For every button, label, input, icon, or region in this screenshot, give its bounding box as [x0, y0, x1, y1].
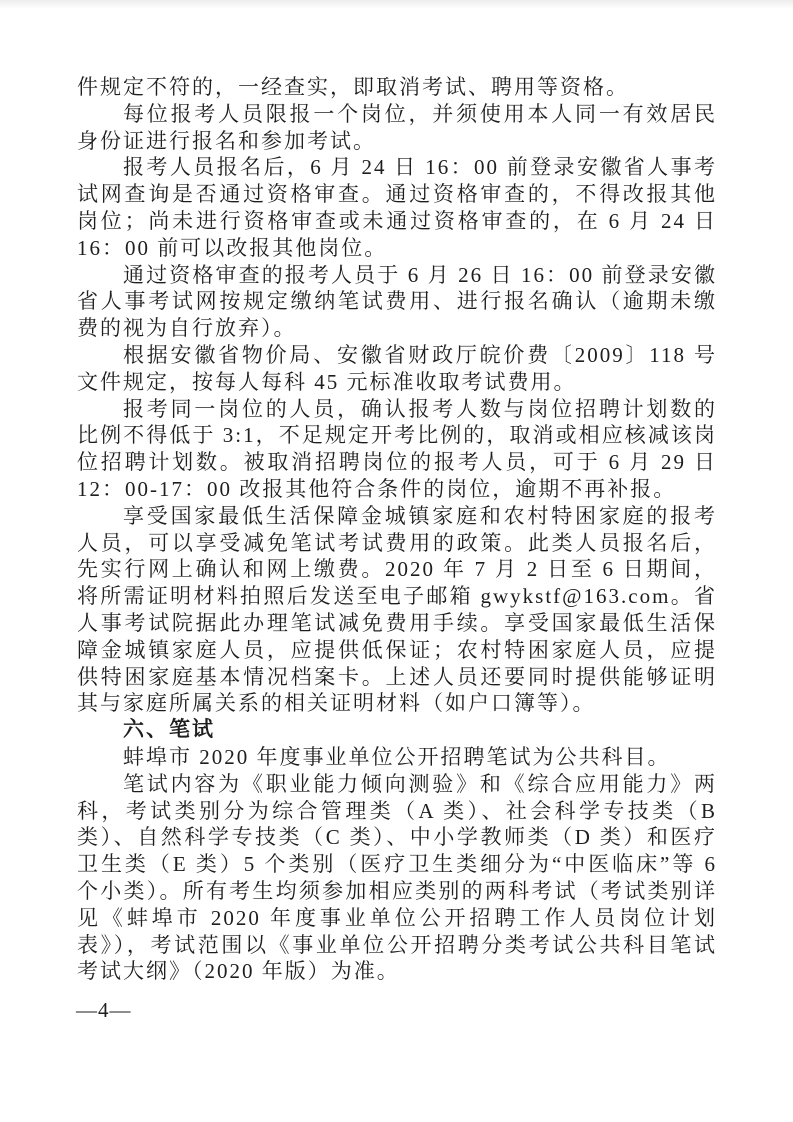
paragraph: 笔试内容为《职业能力倾向测验》和《综合应用能力》两科，考试类别分为综合管理类（A 类）、社会科学专技类（B 类）、自然科学专技类（C 类）、中小学教师类（D 类）和医疗卫生类（E 类）5 个类别（医疗卫生类细分为“中医临床”等 6 个小类）。所有考生均须参加相应类别的两科考试（考试类别详见《蚌埠市 2020 年度事业单位公开招聘工作人员岗位计划表》），考试范围以《事业单位公开招聘分类考试公共科目笔试考试大纲》（2020 年版）为准。: [77, 771, 717, 984]
paragraph: 根据安徽省物价局、安徽省财政厅皖价费〔2009〕118 号文件规定，按每人每科 45 元标准收取考试费用。: [77, 342, 717, 394]
document-body: [77, 74, 717, 985]
paragraph: 享受国家最低生活保障金城镇家庭和农村特困家庭的报考人员，可以享受减免笔试考试费用的政策。此类人员报名后，先实行网上确认和网上缴费。2020 年 7 月 2 日至 6 日期间，将所需证明材料拍照后发送至电子邮箱 gwykstf@163.com。省人事考试院据此办理笔试减免费用手续。享受国家最低生活保障金城镇家庭人员，应提供低保证；农村特困家庭人员，应提供特困家庭基本情况档案卡。上述人员还要同时提供能够证明其与家庭所属关系的相关证明材料（如户口簿等）。: [77, 503, 717, 716]
paragraph: 件规定不符的，一经查实，即取消考试、聘用等资格。: [77, 75, 629, 99]
page-number: —4—: [76, 998, 132, 1022]
paragraph: 报考人员报名后，6 月 24 日 16：00 前登录安徽省人事考试网查询是否通过资格审查。通过资格审查的，不得改报其他岗位；尚未进行资格审查或未通过资格审查的，在 6 月 24 日 16：00 前可以改报其他岗位。: [77, 155, 717, 260]
paragraph: 通过资格审查的报考人员于 6 月 26 日 16：00 前登录安徽省人事考试网按规定缴纳笔试费用、进行报名确认（逾期未缴费的视为自行放弃）。: [77, 262, 717, 341]
scan-edge-shadow: [0, 0, 793, 9]
paragraph: 每位报考人员限报一个岗位，并须使用本人同一有效居民身份证进行报名和参加考试。: [77, 101, 717, 153]
section-heading: 六、笔试: [123, 718, 215, 742]
paragraph: 蚌埠市 2020 年度事业单位公开招聘笔试为公共科目。: [123, 744, 671, 769]
paragraph: 报考同一岗位的人员，确认报考人数与岗位招聘计划数的比例不得低于 3:1，不足规定开考比例的，取消或相应核减该岗位招聘计划数。被取消招聘岗位的报考人员，可于 6 月 29 日 12：00-17：00 改报其他符合条件的岗位，逾期不再补报。: [77, 396, 717, 501]
